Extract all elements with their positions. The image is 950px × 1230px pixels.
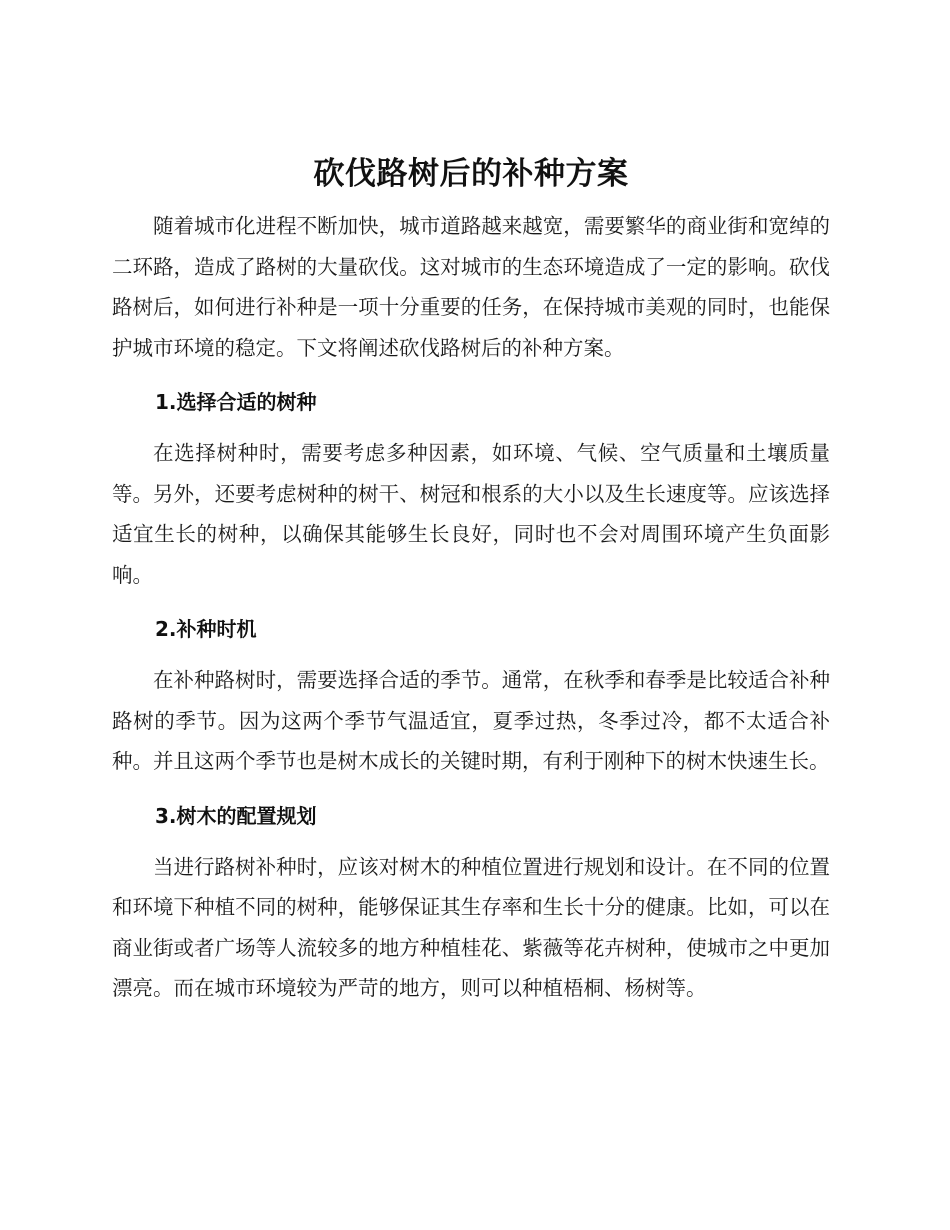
section-body-tree-selection: 在选择树种时，需要考虑多种因素，如环境、气候、空气质量和土壤质量等。另外，还要考虑树种的树干、树冠和根系的大小以及生长速度等。应该选择适宜生长的树种，以确保其能够生长良好，同时也不会对周围环境产生负面影响。 [112,441,830,587]
document-title: 砍伐路树后的补种方案 [313,156,629,192]
section-heading-planting-timing: 2.补种时机 [155,617,257,641]
section-body-planting-timing: 在补种路树时，需要选择合适的季节。通常，在秋季和春季是比较适合补种路树的季节。因为这两个季节气温适宜，夏季过热，冬季过冷，都不太适合补种。并且这两个季节也是树木成长的关键时期，有利于刚种下的树木快速生长。 [112,668,830,773]
intro-paragraph: 随着城市化进程不断加快，城市道路越来越宽，需要繁华的商业街和宽绰的二环路，造成了路树的大量砍伐。这对城市的生态环境造成了一定的影响。砍伐路树后，如何进行补种是一项十分重要的任务，在保持城市美观的同时，也能保护城市环境的稳定。下文将阐述砍伐路树后的补种方案。 [112,214,830,360]
section-heading-layout-planning: 3.树木的配置规划 [155,803,317,828]
section-body-layout-planning: 当进行路树补种时，应该对树木的种植位置进行规划和设计。在不同的位置和环境下种植不同的树种，能够保证其生存率和生长十分的健康。比如，可以在商业街或者广场等人流较多的地方种植桂花、紫薇等花卉树种，使城市之中更加漂亮。而在城市环境较为严苛的地方，则可以种植梧桐、杨树等。 [112,854,830,1000]
document-page [112,148,830,1009]
section-heading-tree-selection: 1.选择合适的树种 [155,390,317,414]
